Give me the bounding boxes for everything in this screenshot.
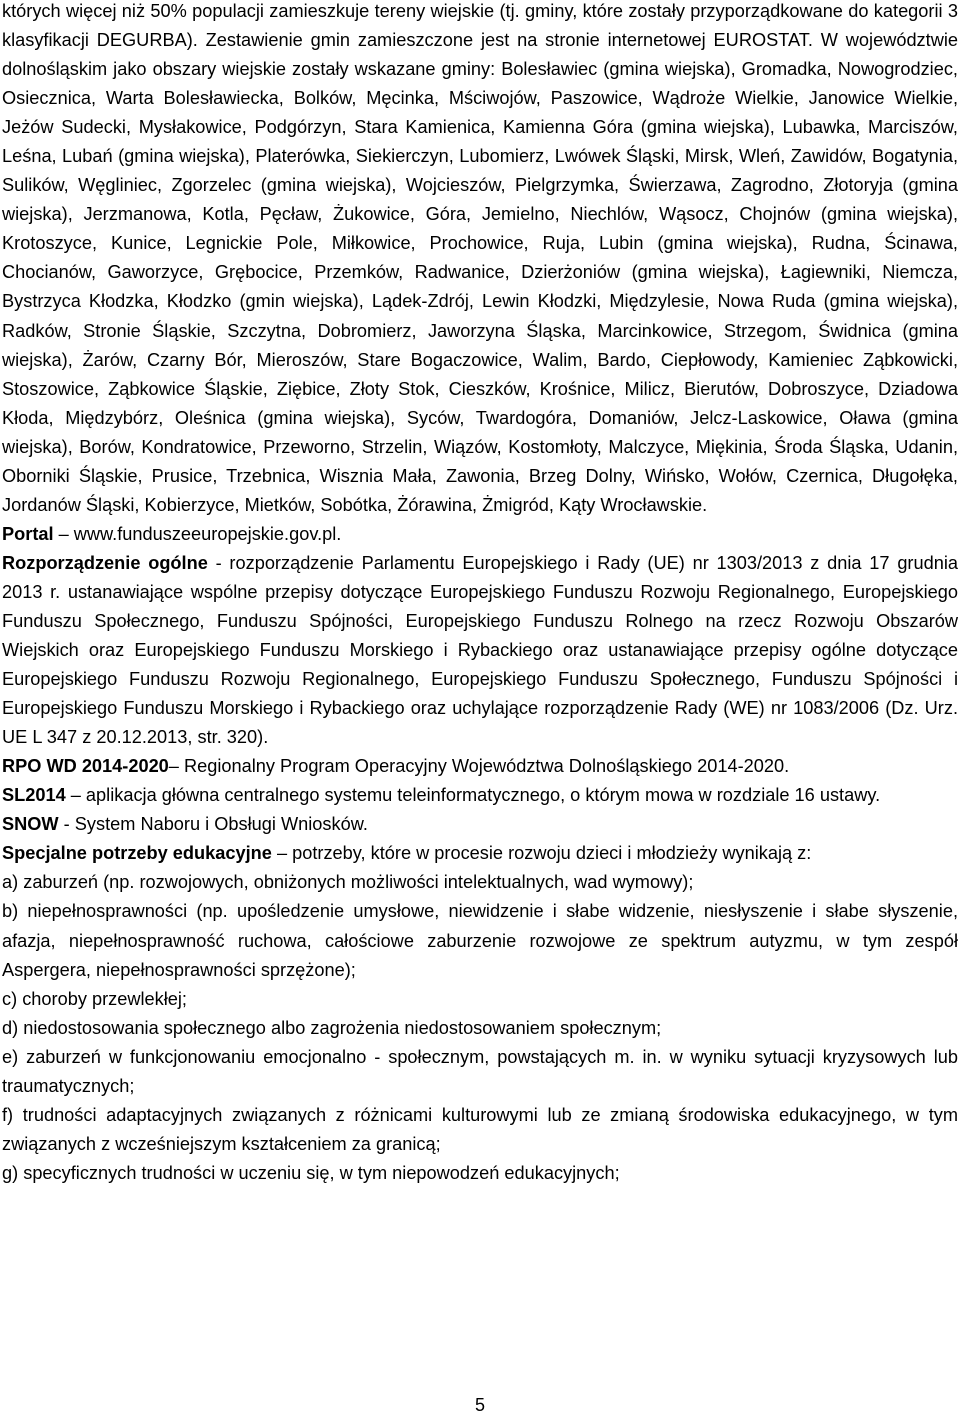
definition-rpo bbox=[2, 752, 958, 781]
list-item: f) trudności adaptacyjnych związanych z różnicami kulturowymi lub ze zmianą środowiska edukacyjnego, w tym związanych z wcześniejszym kształceniem za granicą; bbox=[2, 1104, 958, 1154]
definition-portal-text: – www.funduszeeuropejskie.gov.pl. bbox=[53, 523, 342, 544]
term-snow: SNOW bbox=[2, 814, 59, 835]
document-page bbox=[2, 0, 958, 1188]
definition-rozporzadzenie bbox=[2, 549, 958, 752]
definition-rpo-text: – Regionalny Program Operacyjny Województwa Dolnośląskiego 2014-2020. bbox=[168, 756, 790, 777]
definition-sl2014-text: – aplikacja główna centralnego systemu teleinformatycznego, o którym mowa w rozdziale 16 ustawy. bbox=[65, 785, 881, 806]
definition-specjalne-text: – potrzeby, które w procesie rozwoju dzieci i młodzieży wynikają z: bbox=[271, 843, 812, 864]
definition-snow bbox=[2, 810, 958, 839]
term-sl2014: SL2014 bbox=[2, 785, 66, 806]
list-item: a) zaburzeń (np. rozwojowych, obniżonych możliwości intelektualnych, wad wymowy); bbox=[2, 872, 694, 893]
rural-areas-paragraph: których więcej niż 50% populacji zamieszkuje tereny wiejskie (tj. gminy, które zostały przyporządkowane do kategorii 3 klasyfikacji DEGURBA). Zestawienie gmin zamieszczone jest na stronie internetowej EUROSTAT. W województwie dolnośląskim jako obszary wiejskie zostały wskazane gminy: Bolesławiec (gmina wiejska), Gromadka, Nowogrodziec, Osiecznica, Warta Bolesławiecka, Bolków, Męcinka, Mściwojów, Paszowice, Wądroże Wielkie, Janowice Wielkie, Jeżów Sudecki, Mysłakowice, Podgórzyn, Stara Kamienica, Kamienna Góra (gmina wiejska), Lubawka, Marciszów, Leśna, Lubań (gmina wiejska), Platerówka, Siekierczyn, Lubomierz, Lwówek Śląski, Mirsk, Wleń, Zawidów, Bogatynia, Sulików, Węgliniec, Zgorzelec (gmina wiejska), Wojcieszów, Pielgrzymka, Świerzawa, Zagrodno, Złotoryja (gmina wiejska), Jerzmanowa, Kotla, Pęcław, Żukowice, Góra, Jemielno, Niechlów, Wąsocz, Chojnów (gmina wiejska), Krotoszyce, Kunice, Legnickie Pole, Miłkowice, Prochowice, Ruja, Lubin (gmina wiejska), Rudna, Ścinawa, Chocianów, Gaworzyce, Grębocice, Przemków, Radwanice, Dzierżoniów (gmina wiejska), Łagiewniki, Niemcza, Bystrzyca Kłodzka, Kłodzko (gmin wiejska), Lądek-Zdrój, Lewin Kłodzki, Międzylesie, Nowa Ruda (gmina wiejska), Radków, Stronie Śląskie, Szczytna, Dobromierz, Jaworzyna Śląska, Marcinkowice, Strzegom, Świdnica (gmina wiejska), Żarów, Czarny Bór, Mieroszów, Stare Bogaczowice, Walim, Bardo, Ciepłowody, Kamieniec Ząbkowicki, Stoszowice, Ząbkowice Śląskie, Ziębice, Złoty Stok, Cieszków, Krośnice, Milicz, Bierutów, Dobroszyce, Dziadowa Kłoda, Międzybórz, Oleśnica (gmina wiejska), Syców, Twardogóra, Domaniów, Jelcz-Laskowice, Oława (gmina wiejska), Borów, Kondratowice, Przeworno, Strzelin, Wiązów, Kostomłoty, Malczyce, Miękinia, Środa Śląska, Udanin, Oborniki Śląskie, Prusice, Trzebnica, Wisznia Mała, Zawonia, Brzeg Dolny, Wińsko, Wołów, Czernica, Długołęka, Jordanów Śląski, Kobierzyce, Mietków, Sobótka, Żórawina, Żmigród, Kąty Wrocławskie. bbox=[2, 1, 958, 515]
term-specjalne: Specjalne potrzeby edukacyjne bbox=[2, 843, 272, 864]
term-rozporzadzenie: Rozporządzenie ogólne bbox=[2, 552, 208, 573]
term-rpo: RPO WD 2014-2020 bbox=[2, 756, 169, 777]
list-item: c) choroby przewlekłej; bbox=[2, 988, 187, 1009]
list-item: b) niepełnosprawności (np. upośledzenie umysłowe, niewidzenie i słabe widzenie, niesłyszenie i słabe słyszenie, afazja, niepełnosprawność ruchowa, całościowe zaburzenie rozwojowe ze spektrum autyzmu, w tym zespół Aspergera, niepełnosprawności sprzężone); bbox=[2, 901, 958, 980]
list-item: g) specyficznych trudności w uczeniu się, w tym niepowodzeń edukacyjnych; bbox=[2, 1162, 620, 1183]
list-item: e) zaburzeń w funkcjonowaniu emocjonalno - społecznym, powstających m. in. w wyniku sytuacji kryzysowych lub traumatycznych; bbox=[2, 1046, 958, 1096]
definition-snow-text: - System Naboru i Obsługi Wniosków. bbox=[58, 814, 368, 835]
term-portal: Portal bbox=[2, 523, 54, 544]
definition-portal bbox=[2, 520, 958, 549]
definition-rozporzadzenie-text: - rozporządzenie Parlamentu Europejskiego i Rady (UE) nr 1303/2013 z dnia 17 grudnia 2013 r. ustanawiające wspólne przepisy dotyczące Europejskiego Funduszu Rozwoju Regionalnego, Europejskiego Funduszu Społecznego, Funduszu Spójności, Europejskiego Funduszu Rolnego na rzecz Rozwoju Obszarów Wiejskich oraz Europejskiego Funduszu Morskiego i Rybackiego oraz ustanawiające przepisy ogólne dotyczące Europejskiego Funduszu Rozwoju Regionalnego, Europejskiego Funduszu Społecznego, Funduszu Spójności i Europejskiego Funduszu Morskiego i Rybackiego oraz uchylające rozporządzenie Rady (WE) nr 1083/2006 (Dz. Urz. UE L 347 z 20.12.2013, str. 320). bbox=[2, 552, 958, 748]
definition-sl2014 bbox=[2, 781, 958, 810]
definition-specjalne bbox=[2, 839, 958, 868]
page-number: 5 bbox=[474, 1395, 485, 1415]
list-item: d) niedostosowania społecznego albo zagrożenia niedostosowaniem społecznym; bbox=[2, 1017, 662, 1038]
